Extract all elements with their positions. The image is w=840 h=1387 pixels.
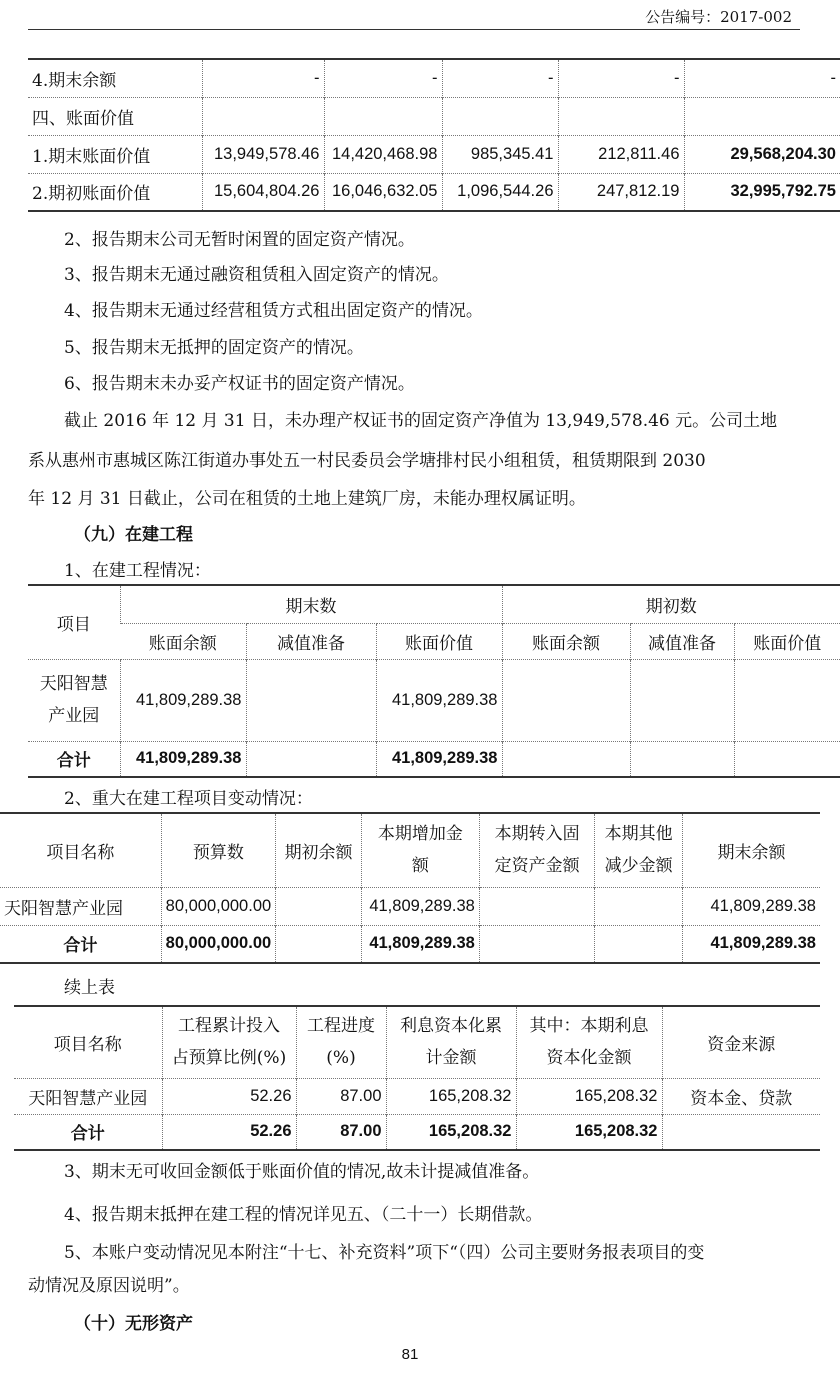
table-row <box>28 97 840 135</box>
cip-h-begin-impairment: 减值准备 <box>630 623 734 659</box>
cip-h-begin-value: 账面价值 <box>734 623 840 659</box>
mc-row-budget: 80,000,000.00 <box>161 887 276 925</box>
mc-h-other-l2: 减少金额 <box>604 856 673 877</box>
mc-total-other <box>595 925 683 963</box>
mcc-h-interest-l2: 计金额 <box>425 1048 477 1069</box>
cip-row-name-l2: 产业园 <box>48 706 100 726</box>
mcc-row-progress: 87.00 <box>296 1078 386 1114</box>
cip-row-begin-value <box>734 659 840 741</box>
mcc-total-interest: 165,208.32 <box>386 1114 516 1150</box>
mcc-h-ratio-l2: 占预算比例(%) <box>171 1048 287 1069</box>
mc-h-transfer-l1: 本期转入固 <box>494 824 580 845</box>
table-row-total <box>0 925 820 963</box>
fixed-asset-note: 3、报告期末无通过融资租赁租入固定资产的情况。 <box>64 265 449 285</box>
cip-row-begin-balance <box>502 659 630 741</box>
mcc-h-cur-interest-l2: 资本化金额 <box>546 1048 632 1069</box>
mc-total-add: 41,809,289.38 <box>361 925 479 963</box>
note-5-line-2: 动情况及原因说明”。 <box>28 1276 190 1296</box>
fa-cell: - <box>442 59 558 97</box>
table-row <box>14 1078 820 1114</box>
fa-cell: - <box>202 59 324 97</box>
paragraph-line-2: 系从惠州市惠城区陈江街道办事处五一村民委员会学塘排村民小组租赁，租赁期限到 2030 <box>28 451 706 471</box>
table-row <box>28 173 840 211</box>
table-row-total <box>14 1114 820 1150</box>
cip-row-name-l1: 天阳智慧 <box>39 674 108 694</box>
fa-cell: 16,046,632.05 <box>324 173 442 211</box>
cip-row-value: 41,809,289.38 <box>376 659 502 741</box>
table-row <box>28 59 840 97</box>
section-9-sub2: 2、重大在建工程项目变动情况： <box>64 789 313 809</box>
cip-h-end-value: 账面价值 <box>376 623 502 659</box>
fa-row-label: 4.期末余额 <box>32 70 117 91</box>
table-row-total <box>28 741 840 777</box>
mc-h-transfer-l2: 定资产金额 <box>494 856 580 877</box>
note-3: 3、期末无可收回金额低于账面价值的情况,故未计提减值准备。 <box>64 1162 540 1182</box>
fa-cell <box>558 97 684 135</box>
mc-h-budget: 预算数 <box>161 813 276 887</box>
continued-label: 续上表 <box>64 978 115 998</box>
mc-row-transfer <box>479 887 594 925</box>
section-9-sub1: 1、在建工程情况： <box>64 561 211 581</box>
table-row <box>0 887 820 925</box>
cip-total-begin-impairment <box>630 741 734 777</box>
mcc-row-name: 天阳智慧产业园 <box>14 1078 162 1114</box>
cip-row-begin-impairment <box>630 659 734 741</box>
mcc-h-progress <box>296 1006 386 1078</box>
fa-row-label: 2.期初账面价值 <box>28 173 202 211</box>
fa-cell: 985,345.41 <box>442 135 558 173</box>
mc-total-end: 41,809,289.38 <box>683 925 820 963</box>
announcement-code: 公告编号：2017-002 <box>645 8 792 26</box>
mc-h-end: 期末余额 <box>683 813 820 887</box>
cip-table <box>28 584 840 778</box>
mcc-row-source: 资本金、贷款 <box>662 1078 820 1114</box>
cip-total-label: 合计 <box>28 741 120 777</box>
fa-cell: - <box>684 59 840 97</box>
cip-total-value: 41,809,289.38 <box>376 741 502 777</box>
fa-cell: 15,604,804.26 <box>202 173 324 211</box>
cip-h-end-impairment: 减值准备 <box>246 623 376 659</box>
cip-h-end: 期末数 <box>120 585 502 623</box>
mcc-row-cur-interest: 165,208.32 <box>516 1078 662 1114</box>
mcc-h-progress-l1: 工程进度 <box>307 1016 375 1037</box>
fa-cell: 212,811.46 <box>558 135 684 173</box>
mc-h-begin: 期初余额 <box>276 813 362 887</box>
fa-cell <box>684 97 840 135</box>
mcc-total-ratio: 52.26 <box>162 1114 296 1150</box>
mc-h-add-l2: 额 <box>411 856 429 877</box>
fa-cell: 1,096,544.26 <box>442 173 558 211</box>
fa-cell: 13,949,578.46 <box>202 135 324 173</box>
header-rule <box>28 29 800 30</box>
mcc-h-cur-interest-l1: 其中：本期利息 <box>529 1016 649 1037</box>
mc-h-other <box>595 813 683 887</box>
fa-row-label: 1.期末账面价值 <box>28 135 202 173</box>
fixed-asset-note: 5、报告期末无抵押的固定资产的情况。 <box>64 338 364 358</box>
mc-row-other <box>595 887 683 925</box>
cip-total-begin-value <box>734 741 840 777</box>
paragraph-line-1: 截止 2016 年 12 月 31 日，未办理产权证书的固定资产净值为 13,949,578.46 元。公司土地 <box>64 411 778 431</box>
mc-total-begin <box>276 925 362 963</box>
cip-row-impairment <box>246 659 376 741</box>
mcc-h-interest <box>386 1006 516 1078</box>
fixed-assets-table <box>28 58 840 212</box>
mc-total-transfer <box>479 925 594 963</box>
mc-total-budget: 80,000,000.00 <box>161 925 276 963</box>
page-number: 81 <box>401 1346 419 1363</box>
table-row <box>28 659 840 741</box>
major-cip-table <box>0 812 820 964</box>
cip-h-begin-balance: 账面余额 <box>502 623 630 659</box>
mc-h-other-l1: 本期其他 <box>604 824 673 845</box>
fa-cell <box>324 97 442 135</box>
mcc-h-ratio-l1: 工程累计投入 <box>178 1016 280 1037</box>
fixed-asset-note: 6、报告期末未办妥产权证书的固定资产情况。 <box>64 374 415 394</box>
mc-h-add <box>361 813 479 887</box>
section-10-title: （十）无形资产 <box>74 1314 193 1334</box>
major-cip-continued-table <box>14 1005 820 1151</box>
paragraph-line-3: 年 12 月 31 日截止，公司在租赁的土地上建筑厂房，未能办理权属证明。 <box>28 489 586 509</box>
mcc-h-name: 项目名称 <box>53 1034 122 1055</box>
cip-total-balance: 41,809,289.38 <box>120 741 246 777</box>
mcc-h-progress-l2: (%) <box>326 1048 356 1069</box>
note-5-line-1: 5、本账户变动情况见本附注“十七、补充资料”项下“（四）公司主要财务报表项目的变 <box>64 1243 705 1263</box>
mcc-h-source: 资金来源 <box>662 1006 820 1078</box>
fa-cell: 32,995,792.75 <box>684 173 840 211</box>
mc-h-name: 项目名称 <box>46 842 115 863</box>
fa-cell: - <box>324 59 442 97</box>
note-4: 4、报告期末抵押在建工程的情况详见五、（二十一）长期借款。 <box>64 1205 543 1225</box>
mcc-row-interest: 165,208.32 <box>386 1078 516 1114</box>
cip-total-impairment <box>246 741 376 777</box>
cip-row-name <box>28 659 120 741</box>
mcc-total-progress: 87.00 <box>296 1114 386 1150</box>
cip-total-begin-balance <box>502 741 630 777</box>
fa-cell: - <box>558 59 684 97</box>
page-header <box>0 0 840 30</box>
fixed-asset-note: 4、报告期末无通过经营租赁方式租出固定资产的情况。 <box>64 301 483 321</box>
fa-cell: 29,568,204.30 <box>684 135 840 173</box>
section-9-title: （九）在建工程 <box>74 525 193 545</box>
cip-row-balance: 41,809,289.38 <box>120 659 246 741</box>
mc-row-name: 天阳智慧产业园 <box>0 887 161 925</box>
mcc-total-label: 合计 <box>14 1114 162 1150</box>
mcc-row-ratio: 52.26 <box>162 1078 296 1114</box>
cip-h-item: 项目 <box>56 614 91 635</box>
table-row <box>28 135 840 173</box>
fa-cell <box>442 97 558 135</box>
mc-row-end: 41,809,289.38 <box>683 887 820 925</box>
mc-total-label: 合计 <box>0 925 161 963</box>
cip-h-end-balance: 账面余额 <box>120 623 246 659</box>
mcc-h-interest-l1: 利息资本化累 <box>400 1016 502 1037</box>
fa-cell: 14,420,468.98 <box>324 135 442 173</box>
fa-cell: 247,812.19 <box>558 173 684 211</box>
mcc-total-source <box>662 1114 820 1150</box>
cip-h-begin: 期初数 <box>502 585 840 623</box>
mc-h-add-l1: 本期增加金 <box>377 824 463 845</box>
fa-cell <box>202 97 324 135</box>
fixed-asset-note: 2、报告期末公司无暂时闲置的固定资产情况。 <box>64 230 415 250</box>
fa-row-label: 四、账面价值 <box>28 97 202 135</box>
mcc-h-cur-interest <box>516 1006 662 1078</box>
mc-row-add: 41,809,289.38 <box>361 887 479 925</box>
mcc-total-cur-interest: 165,208.32 <box>516 1114 662 1150</box>
mcc-h-ratio <box>162 1006 296 1078</box>
mc-row-begin <box>276 887 362 925</box>
mc-h-transfer <box>479 813 594 887</box>
